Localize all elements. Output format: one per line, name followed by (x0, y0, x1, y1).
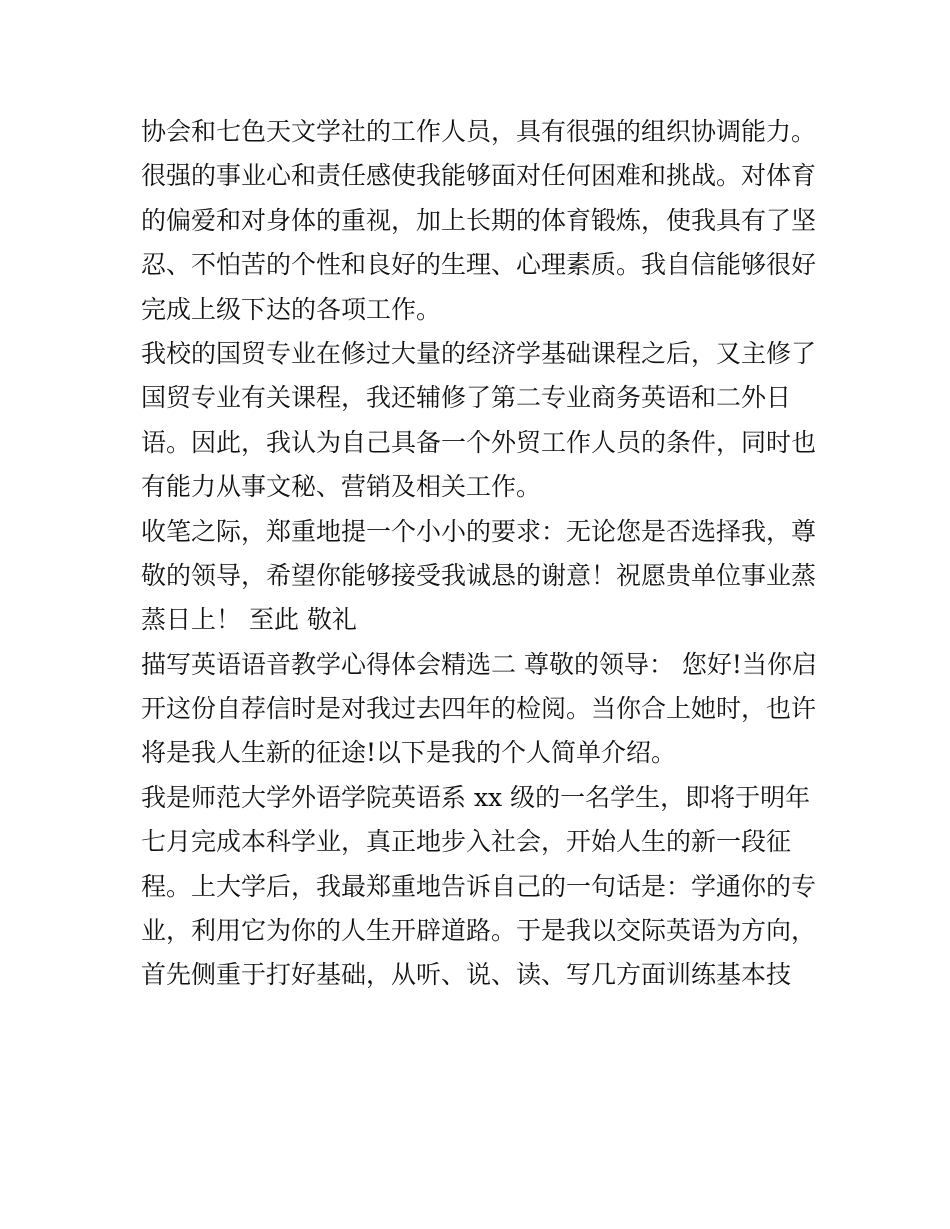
text-line: 收笔之际，郑重地提一个小小的要求：无论您是否选择我，尊 (141, 516, 817, 546)
text-line: 程。上大学后，我最郑重地告诉自己的一句话是：学通你的专 (141, 871, 817, 901)
text-line: 完成上级下达的各项工作。 (141, 294, 442, 324)
text-line: 敬的领导，希望你能够接受我诚恳的谢意！祝愿贵单位事业蒸 (141, 560, 817, 590)
text-line: 忍、不怕苦的个性和良好的生理、心理素质。我自信能够很好 (141, 250, 817, 280)
text-line: 将是我人生新的征途!以下是我的个人简单介绍。 (141, 738, 677, 768)
text-line: 有能力从事文秘、营销及相关工作。 (141, 472, 542, 502)
text-line: 首先侧重于打好基础，从听、说、读、写几方面训练基本技 (141, 960, 792, 990)
text-line: 国贸专业有关课程，我还辅修了第二专业商务英语和二外日 (141, 383, 792, 413)
document-body (141, 110, 821, 998)
text-line: 业，利用它为你的人生开辟道路。于是我以交际英语为方向， (141, 916, 817, 946)
text-line: 很强的事业心和责任感使我能够面对任何困难和挑战。对体育 (141, 161, 817, 191)
text-line: 的偏爱和对身体的重视，加上长期的体育锻炼，使我具有了坚 (141, 205, 817, 235)
text-line: 我是师范大学外语学院英语系 xx 级的一名学生，即将于明年 (141, 782, 811, 812)
text-line: 语。因此，我认为自己具备一个外贸工作人员的条件，同时也 (141, 427, 817, 457)
text-line: 描写英语语音教学心得体会精选二 尊敬的领导： 您好!当你启 (141, 649, 817, 679)
text-line: 蒸日上！ 至此 敬礼 (141, 605, 357, 635)
text-line: 协会和七色天文学社的工作人员，具有很强的组织协调能力。 (141, 117, 817, 146)
text-line: 七月完成本科学业，真正地步入社会，开始人生的新一段征 (141, 827, 792, 857)
text-line: 开这份自荐信时是对我过去四年的检阅。当你合上她时，也许 (141, 694, 817, 724)
text-line: 我校的国贸专业在修过大量的经济学基础课程之后，又主修了 (141, 338, 817, 368)
